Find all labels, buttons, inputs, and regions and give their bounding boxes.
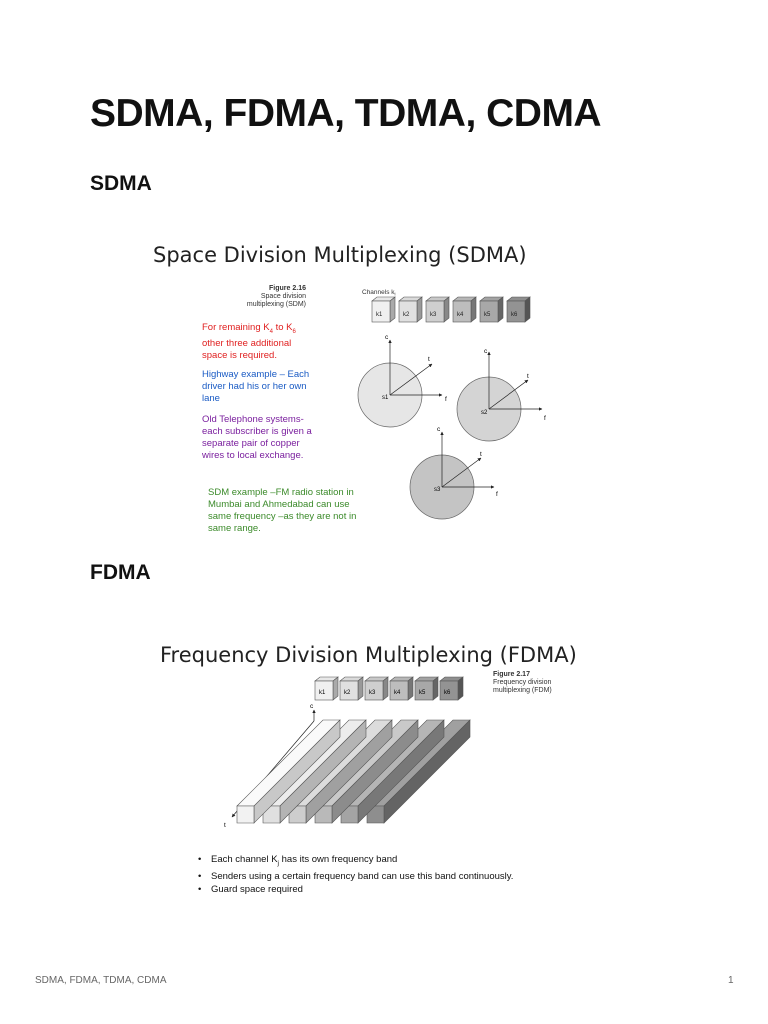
fdma-axis-c: c	[310, 703, 314, 710]
sdma-channel-label-3: k3	[430, 312, 437, 318]
sdma-axis-c-1: c	[385, 334, 389, 341]
sdma-figure-number: Figure 2.16	[269, 285, 306, 292]
fdma-channel-label-5: k5	[419, 690, 426, 696]
fdma-channel-label-1: k1	[319, 690, 326, 696]
note-fm-radio-example: SDM example –FM radio station in Mumbai and Ahmedabad can use same frequency –as they are not in same range.	[208, 487, 357, 534]
fdma-figure-number: Figure 2.17	[493, 671, 530, 678]
sdma-channel-label-1: k1	[376, 312, 383, 318]
note-highway-example: Highway example – Each driver had his or her own lane	[202, 369, 310, 404]
fdma-channel-box-6	[440, 677, 463, 700]
sdma-axis-f-2: f	[544, 415, 546, 422]
section-heading-fdma: FDMA	[90, 561, 151, 584]
note-telephone-systems: Old Telephone systems- each subscriber is given a separate pair of copper wires to local exchange.	[202, 414, 312, 461]
section-heading-sdma: SDMA	[90, 172, 152, 195]
fdma-bullet-1-sub: j	[277, 859, 279, 867]
fdma-channel-label-4: k4	[394, 690, 401, 696]
page-title: SDMA, FDMA, TDMA, CDMA	[90, 92, 602, 135]
sdma-axis-f-3: f	[496, 491, 498, 498]
fdma-channel-label-2: k2	[344, 690, 351, 696]
sdma-cell-label-2: s2	[481, 410, 488, 416]
fdma-channel-box-2	[340, 677, 363, 700]
fdma-channel-boxes	[315, 677, 463, 700]
fdma-bullet-1-text-2: has its own frequency band	[279, 854, 398, 865]
sdma-slide-title: Space Division Multiplexing (SDMA)	[153, 243, 527, 267]
fdma-channel-box-1	[315, 677, 338, 700]
sdma-channel-label-5: k5	[484, 312, 491, 318]
sdma-axis-t-3: t	[480, 451, 482, 458]
fdma-bullet-3: • Guard space required	[198, 883, 513, 896]
fdma-channel-box-5	[415, 677, 438, 700]
note-red-text-2: to K	[272, 322, 293, 333]
note-red-text-1: For remaining K	[202, 322, 270, 333]
fdma-channel-label-6: k6	[444, 690, 451, 696]
footer-page-number: 1	[728, 975, 734, 986]
fdma-slide-title: Frequency Division Multiplexing (FDMA)	[160, 643, 577, 667]
sdma-axis-c-2: c	[484, 348, 488, 355]
sdma-cell-label-1: s1	[382, 395, 389, 401]
sdma-axis-t-1: t	[428, 356, 430, 363]
fdma-frequency-bands	[237, 720, 470, 823]
note-red-text-3: other three additional space is required.	[202, 337, 292, 361]
fdma-channel-label-3: k3	[369, 690, 376, 696]
sdma-axis-f-1: f	[445, 396, 447, 403]
sdma-channel-label-2: k2	[403, 312, 410, 318]
note-red-sub-1: 4	[269, 328, 273, 335]
fdma-figure-caption-text: Frequency division multiplexing (FDM)	[493, 679, 552, 694]
fdma-channel-box-4	[390, 677, 413, 700]
sdma-channel-label-4: k4	[457, 312, 464, 318]
fdma-axis-t: t	[224, 822, 226, 829]
sdma-cell-label-3: s3	[434, 487, 441, 493]
fdma-bullet-2: • Senders using a certain frequency band can use this band continuously.	[198, 870, 513, 883]
sdma-figure-caption-text: Space division multiplexing (SDM)	[246, 293, 306, 308]
fdma-bullet-list	[198, 853, 513, 896]
note-red-sub-2: 6	[292, 328, 296, 335]
sdma-channel-label-6: k6	[511, 312, 518, 318]
sdma-channels-label: Channels $k_i$	[362, 289, 396, 297]
fdma-bullet-1	[198, 853, 513, 870]
fdma-channel-box-3	[365, 677, 388, 700]
sdma-axis-t-2: t	[527, 373, 529, 380]
footer-document-title: SDMA, FDMA, TDMA, CDMA	[35, 975, 167, 986]
sdma-axis-c-3: c	[437, 426, 441, 433]
fdma-bullet-1-text-1: Each channel K	[211, 854, 278, 865]
